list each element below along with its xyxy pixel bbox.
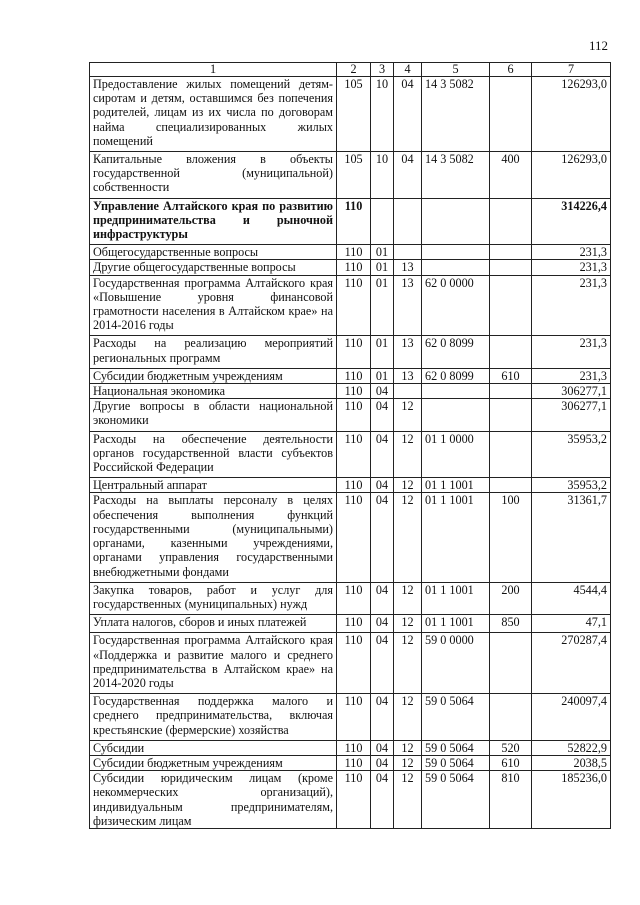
target-article-cell: 59 0 0000 <box>422 633 490 694</box>
expense-type-cell <box>490 384 532 399</box>
target-article-cell: 62 0 8099 <box>422 336 490 368</box>
row-name-cell: Государственная поддержка малого и среднего предпринимательства, включая крестьянские (фермерские) хозяйства <box>90 694 337 741</box>
column-header: 6 <box>490 63 532 77</box>
table-row <box>90 740 611 755</box>
target-article-cell: 59 0 5064 <box>422 755 490 770</box>
section-cell: 10 <box>371 77 394 152</box>
table-row <box>90 399 611 431</box>
amount-cell: 231,3 <box>532 368 611 383</box>
column-header: 7 <box>532 63 611 77</box>
expense-type-cell: 610 <box>490 368 532 383</box>
subsection-cell: 13 <box>394 275 422 336</box>
row-name-cell: Закупка товаров, работ и услуг для государственных (муниципальных) нужд <box>90 582 337 614</box>
row-name-cell: Расходы на обеспечение деятельности органов государственной власти субъектов Российской Федерации <box>90 431 337 478</box>
amount-cell: 185236,0 <box>532 771 611 829</box>
table-row <box>90 771 611 829</box>
expense-type-cell <box>490 431 532 478</box>
row-name-cell: Другие вопросы в области национальной экономики <box>90 399 337 431</box>
column-header: 5 <box>422 63 490 77</box>
expense-type-cell <box>490 399 532 431</box>
target-article-cell <box>422 260 490 275</box>
code-cell: 110 <box>337 582 371 614</box>
amount-cell: 126293,0 <box>532 77 611 152</box>
page-number: 112 <box>588 38 608 53</box>
amount-cell: 4544,4 <box>532 582 611 614</box>
expense-type-cell <box>490 275 532 336</box>
code-cell: 110 <box>337 478 371 493</box>
table-row <box>90 633 611 694</box>
subsection-cell <box>394 198 422 245</box>
section-cell: 04 <box>371 615 394 633</box>
expense-type-cell: 520 <box>490 740 532 755</box>
target-article-cell: 01 1 1001 <box>422 478 490 493</box>
subsection-cell <box>394 245 422 260</box>
column-header: 3 <box>371 63 394 77</box>
table-row <box>90 152 611 199</box>
expense-type-cell <box>490 245 532 260</box>
subsection-cell: 04 <box>394 152 422 199</box>
subsection-cell: 12 <box>394 582 422 614</box>
subsection-cell: 12 <box>394 771 422 829</box>
row-name-cell: Национальная экономика <box>90 384 337 399</box>
expense-type-cell: 400 <box>490 152 532 199</box>
expense-type-cell <box>490 694 532 741</box>
code-cell: 105 <box>337 152 371 199</box>
subsection-cell: 12 <box>394 740 422 755</box>
target-article-cell: 59 0 5064 <box>422 740 490 755</box>
row-name-cell: Уплата налогов, сборов и иных платежей <box>90 615 337 633</box>
subsection-cell: 04 <box>394 77 422 152</box>
code-cell: 110 <box>337 755 371 770</box>
table-row <box>90 694 611 741</box>
section-cell: 04 <box>371 694 394 741</box>
target-article-cell: 14 3 5082 <box>422 152 490 199</box>
row-name-cell: Государственная программа Алтайского края «Поддержка и развитие малого и среднего предпринимательства в Алтайском крае» на 2014-2020 годы <box>90 633 337 694</box>
code-cell: 110 <box>337 399 371 431</box>
section-cell: 04 <box>371 384 394 399</box>
table-row <box>90 493 611 582</box>
row-name-cell: Управление Алтайского края по развитию предпринимательства и рыночной инфраструктуры <box>90 198 337 245</box>
table-row <box>90 582 611 614</box>
table-row <box>90 615 611 633</box>
table-row <box>90 431 611 478</box>
amount-cell: 52822,9 <box>532 740 611 755</box>
section-cell: 04 <box>371 755 394 770</box>
row-name-cell: Центральный аппарат <box>90 478 337 493</box>
code-cell: 105 <box>337 77 371 152</box>
subsection-cell <box>394 384 422 399</box>
amount-cell: 35953,2 <box>532 431 611 478</box>
table-row <box>90 77 611 152</box>
amount-cell: 231,3 <box>532 260 611 275</box>
expense-type-cell: 610 <box>490 755 532 770</box>
table-row <box>90 384 611 399</box>
expense-type-cell: 100 <box>490 493 532 582</box>
table-row <box>90 755 611 770</box>
code-cell: 110 <box>337 771 371 829</box>
amount-cell: 306277,1 <box>532 384 611 399</box>
section-cell: 01 <box>371 275 394 336</box>
target-article-cell: 01 1 1001 <box>422 615 490 633</box>
row-name-cell: Субсидии бюджетным учреждениям <box>90 368 337 383</box>
code-cell: 110 <box>337 740 371 755</box>
table-row <box>90 260 611 275</box>
section-cell: 01 <box>371 245 394 260</box>
amount-cell: 231,3 <box>532 275 611 336</box>
target-article-cell: 59 0 5064 <box>422 694 490 741</box>
section-cell: 10 <box>371 152 394 199</box>
row-name-cell: Субсидии юридическим лицам (кроме некоммерческих организаций), индивидуальным предпринимателям, физическим лицам <box>90 771 337 829</box>
amount-cell: 31361,7 <box>532 493 611 582</box>
column-header: 4 <box>394 63 422 77</box>
amount-cell: 240097,4 <box>532 694 611 741</box>
code-cell: 110 <box>337 336 371 368</box>
code-cell: 110 <box>337 260 371 275</box>
code-cell: 110 <box>337 694 371 741</box>
subsection-cell: 12 <box>394 493 422 582</box>
row-name-cell: Расходы на реализацию мероприятий региональных программ <box>90 336 337 368</box>
section-cell: 04 <box>371 399 394 431</box>
expense-type-cell: 200 <box>490 582 532 614</box>
subsection-cell: 12 <box>394 694 422 741</box>
expense-type-cell <box>490 77 532 152</box>
target-article-cell: 62 0 8099 <box>422 368 490 383</box>
table-row <box>90 245 611 260</box>
amount-cell: 2038,5 <box>532 755 611 770</box>
amount-cell: 231,3 <box>532 245 611 260</box>
row-name-cell: Предоставление жилых помещений детям-сиротам и детям, оставшимся без попечения родителей, лицам из их числа по договорам найма специализированных жилых помещений <box>90 77 337 152</box>
column-header: 1 <box>90 63 337 77</box>
expense-type-cell <box>490 633 532 694</box>
subsection-cell: 12 <box>394 431 422 478</box>
subsection-cell: 12 <box>394 399 422 431</box>
section-cell: 04 <box>371 493 394 582</box>
amount-cell: 306277,1 <box>532 399 611 431</box>
table-header-row <box>90 63 611 77</box>
section-cell: 04 <box>371 478 394 493</box>
target-article-cell: 01 1 1001 <box>422 493 490 582</box>
target-article-cell: 59 0 5064 <box>422 771 490 829</box>
target-article-cell <box>422 399 490 431</box>
code-cell: 110 <box>337 275 371 336</box>
target-article-cell <box>422 384 490 399</box>
row-name-cell: Общегосударственные вопросы <box>90 245 337 260</box>
expense-type-cell <box>490 198 532 245</box>
code-cell: 110 <box>337 493 371 582</box>
column-header: 2 <box>337 63 371 77</box>
amount-cell: 270287,4 <box>532 633 611 694</box>
table-row <box>90 368 611 383</box>
section-cell: 04 <box>371 582 394 614</box>
row-name-cell: Капитальные вложения в объекты государственной (муниципальной) собственности <box>90 152 337 199</box>
code-cell: 110 <box>337 384 371 399</box>
amount-cell: 314226,4 <box>532 198 611 245</box>
table-row <box>90 336 611 368</box>
code-cell: 110 <box>337 198 371 245</box>
expense-type-cell <box>490 478 532 493</box>
target-article-cell: 62 0 0000 <box>422 275 490 336</box>
expense-type-cell <box>490 336 532 368</box>
target-article-cell <box>422 198 490 245</box>
code-cell: 110 <box>337 431 371 478</box>
table-row <box>90 478 611 493</box>
budget-table <box>89 62 611 829</box>
amount-cell: 47,1 <box>532 615 611 633</box>
subsection-cell: 12 <box>394 478 422 493</box>
section-cell: 04 <box>371 740 394 755</box>
section-cell: 04 <box>371 633 394 694</box>
section-cell: 01 <box>371 368 394 383</box>
row-name-cell: Субсидии бюджетным учреждениям <box>90 755 337 770</box>
section-cell: 01 <box>371 260 394 275</box>
table-row <box>90 275 611 336</box>
section-cell: 04 <box>371 431 394 478</box>
section-cell <box>371 198 394 245</box>
code-cell: 110 <box>337 245 371 260</box>
row-name-cell: Расходы на выплаты персоналу в целях обеспечения выполнения функций государственными (муниципальными) органами, казенными учреждениями, органами управления государственными внебюджетными фондами <box>90 493 337 582</box>
table-body <box>90 77 611 829</box>
expense-type-cell: 850 <box>490 615 532 633</box>
subsection-cell: 12 <box>394 755 422 770</box>
section-cell: 04 <box>371 771 394 829</box>
subsection-cell: 13 <box>394 336 422 368</box>
subsection-cell: 13 <box>394 260 422 275</box>
amount-cell: 126293,0 <box>532 152 611 199</box>
subsection-cell: 13 <box>394 368 422 383</box>
amount-cell: 231,3 <box>532 336 611 368</box>
row-name-cell: Другие общегосударственные вопросы <box>90 260 337 275</box>
row-name-cell: Субсидии <box>90 740 337 755</box>
target-article-cell: 01 1 1001 <box>422 582 490 614</box>
code-cell: 110 <box>337 633 371 694</box>
amount-cell: 35953,2 <box>532 478 611 493</box>
code-cell: 110 <box>337 368 371 383</box>
row-name-cell: Государственная программа Алтайского края «Повышение уровня финансовой грамотности населения в Алтайском крае» на 2014-2016 годы <box>90 275 337 336</box>
subsection-cell: 12 <box>394 615 422 633</box>
expense-type-cell <box>490 260 532 275</box>
target-article-cell <box>422 245 490 260</box>
table-row <box>90 198 611 245</box>
expense-type-cell: 810 <box>490 771 532 829</box>
target-article-cell: 14 3 5082 <box>422 77 490 152</box>
target-article-cell: 01 1 0000 <box>422 431 490 478</box>
code-cell: 110 <box>337 615 371 633</box>
section-cell: 01 <box>371 336 394 368</box>
subsection-cell: 12 <box>394 633 422 694</box>
